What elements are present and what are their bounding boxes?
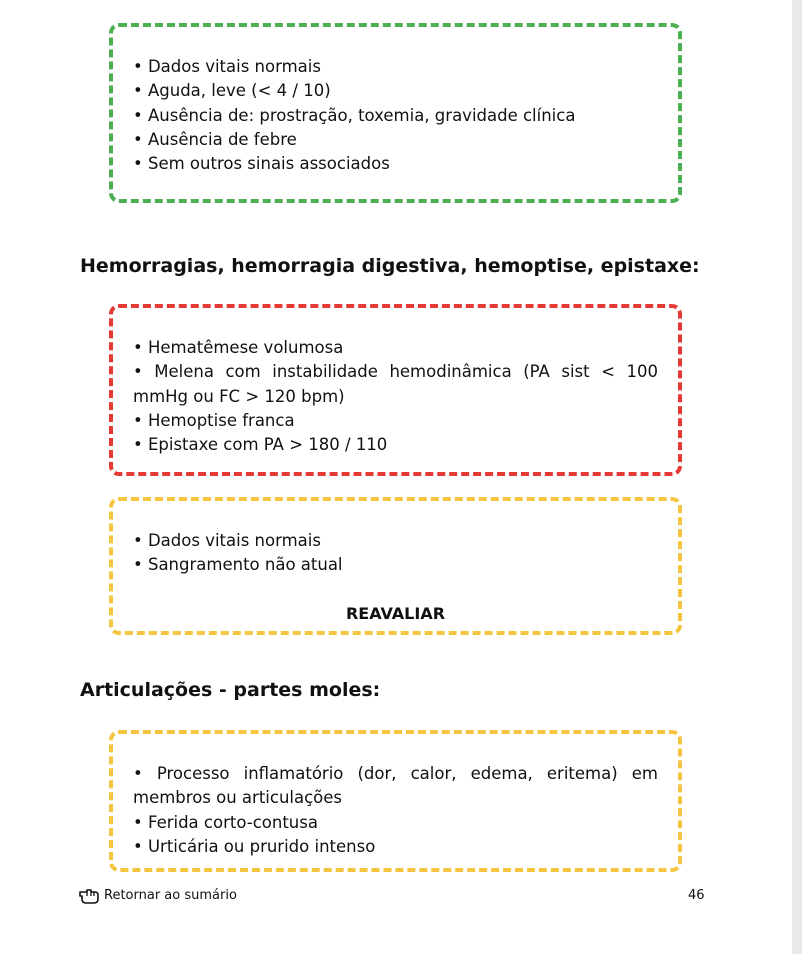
list-item: • Sem outros sinais associados bbox=[133, 154, 390, 174]
list-item: • Ferida corto-contusa bbox=[133, 812, 318, 832]
list-item: • Urticária ou prurido intenso bbox=[133, 836, 376, 856]
list-item: • Dados vitais normais bbox=[133, 57, 321, 76]
joints-section-title: Articulações - partes moles: bbox=[80, 679, 381, 701]
list-item: • Hematêmese volumosa bbox=[133, 338, 344, 357]
list-item: • Epistaxe com PA > 180 / 110 bbox=[133, 435, 388, 455]
return-link-label[interactable]: Retornar ao sumário bbox=[104, 888, 237, 903]
list-item: • Sangramento não atual bbox=[133, 555, 343, 575]
page-number: 46 bbox=[688, 888, 705, 903]
list-item: • Dados vitais normais bbox=[133, 531, 321, 550]
list-item: • Hemoptise franca bbox=[133, 410, 295, 430]
page-edge-strip bbox=[792, 0, 802, 954]
green-criteria-box bbox=[109, 23, 682, 203]
yellow-criteria-box-hemorrhage bbox=[109, 497, 682, 635]
green-criteria-list bbox=[133, 55, 658, 176]
hemorrhage-section-title: Hemorragias, hemorragia digestiva, hemoptise, epistaxe: bbox=[80, 255, 700, 277]
list-item: • Ausência de febre bbox=[133, 129, 297, 149]
list-item: • Processo inflamatório (dor, calor, edema, eritema) em membros ou articulações bbox=[133, 764, 658, 808]
joints-criteria-list bbox=[133, 762, 658, 859]
yellow-criteria-list bbox=[133, 529, 658, 578]
yellow-criteria-box-joints bbox=[109, 730, 682, 872]
red-criteria-list bbox=[133, 336, 658, 457]
list-item: • Ausência de: prostração, toxemia, gravidade clínica bbox=[133, 105, 576, 125]
return-to-summary-link[interactable] bbox=[78, 886, 237, 906]
list-item: • Aguda, leve (< 4 / 10) bbox=[133, 81, 331, 101]
red-criteria-box bbox=[109, 304, 682, 476]
list-item: • Melena com instabilidade hemodinâmica (PA sist < 100 mmHg ou FC > 120 bpm) bbox=[133, 362, 658, 406]
reassess-note: REAVALIAR bbox=[345, 603, 446, 623]
pointing-hand-icon bbox=[78, 886, 100, 906]
